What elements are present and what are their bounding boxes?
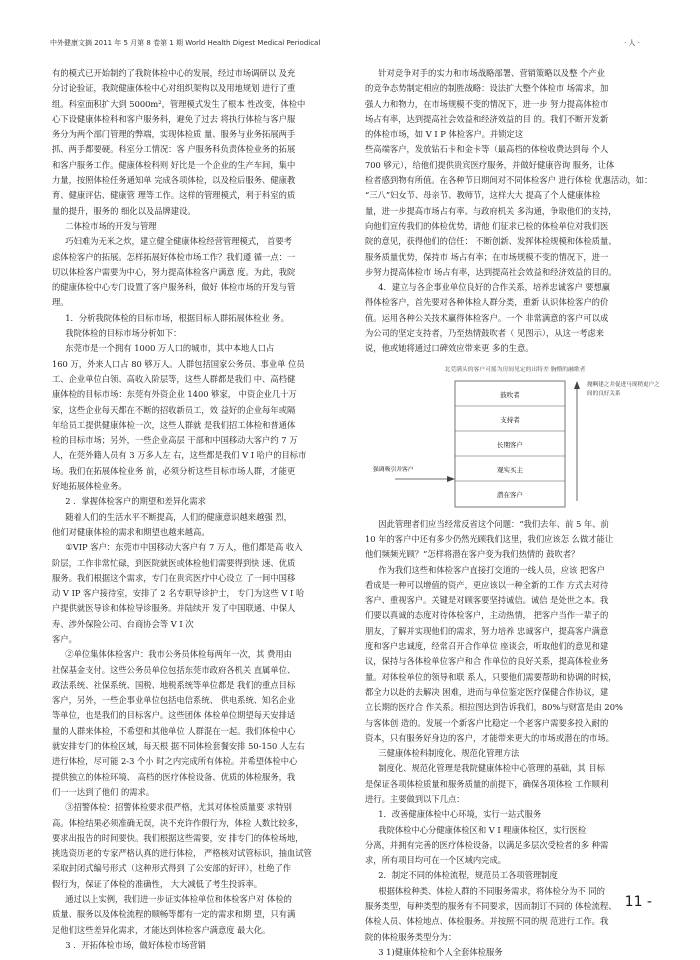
up-arrow-head-icon [574, 381, 580, 389]
text-line: 寿、涉外保险公司、台商协会等 V I 次 [52, 618, 194, 629]
text-line: 挑选资历老的专家严格认真的进行体检， 严格核对试管标识，抽血试管 [52, 848, 312, 859]
text-line: 们要以真诚的态度对待体检客户，主动热情， 把客户当作一辈子的 [365, 610, 609, 621]
text-line: 2 ．掌握体检客户的期望和差异化需求 [65, 496, 206, 507]
text-line: 提供独立的体检环境、 高档的医疗体检设备、优质的体检服务，我 [52, 771, 296, 782]
text-line: 向他们宣传我们的体检优势，请他 们征求已检的体检单位对我们医 [365, 220, 609, 231]
text-line: 动 V IP 客户接待室，安排了 2 名专职导诊护士， 专门为这些 V I 哈 [52, 588, 305, 599]
text-line: 阶层，工作非常忙碌，到医院就医或体检他们需要得到快 速、优质 [52, 557, 296, 568]
text-line: 通过以上实例，我们进一步证实体检单位和体检客户对 体检的 [65, 894, 292, 905]
text-line: 2．制定不同的体检流程，规范员工各项管理制度 [378, 870, 558, 881]
figure-side-note: 抛啊建之并促进马现稍更户之间的良好关系 [587, 381, 660, 397]
ladder-level-1: 鼓吹者 [500, 390, 520, 399]
text-line: 3 ．开拓体检市场，做好体检市场营销 [65, 939, 206, 950]
text-line: 度和客户忠诚度，经常召开合作单位 座谈会，听取他们的意见和建 [365, 641, 609, 652]
text-line: 4．建立与各企事业单位良好的合作关系，培养忠诚客户 要想赢 [378, 282, 611, 293]
text-line: 看成是一种可以增值的资产，更应该以一种全新的工作 方式去对待 [365, 579, 609, 590]
text-line: 1．分析我院体检的目标市场，根据目标人群拓展体检业 务。 [65, 312, 289, 323]
text-line: 检的目标市场；另外，一些企业高层 干部和中国移动大客户约 7 万 [52, 435, 298, 446]
text-line: 高。体检结果必须准确无误，决不充许作假行为，体检 人数比较多， [52, 817, 304, 828]
text-line: 康体检的目标市场：东莞有外资企业 1400 够家， 中资企业几十万 [52, 389, 297, 400]
text-line: 步努力提高体检市 场占有率，达到提高社会效益和经济效益的目的。 [365, 266, 617, 277]
text-line: 的竞争态势制定相应的制胜战略：设法扩大整个体检市 场需求，加 [365, 83, 609, 94]
text-line: 场占有率，达到提高社会效益和经济效益的目 的。我们不断开发新 [365, 113, 609, 124]
text-line: 求，所有项目均可在一个区域内完成。 [365, 855, 507, 866]
right-column [365, 66, 665, 960]
text-line: 为公司的坚定支持者，乃至热情鼓吹者（ 见图示），从这一考虑来 [365, 328, 605, 339]
text-line: 理。 [52, 297, 69, 308]
text-line: 政法系统、社保系统、国税、地税系统等单位都是 我们的重点目标 [52, 679, 296, 690]
text-line: 场。我们在拓展体检业务 前，必须分析这些目标市场人群，才能更 [52, 465, 296, 476]
text-line: 说，他或她将通过口碑效应带来更 多的生意。 [365, 343, 534, 354]
ladder-level-2: 支持者 [500, 415, 520, 424]
text-line: 10 年的客户中还有多少仍然光顾我们这里，我们应该怎 么做才能让 [365, 533, 614, 544]
text-line: 的健康体检中心专门设置了客户服务科，做好 体检市场的开发与管 [52, 282, 296, 293]
text-line: 心下设健康体检科和客户服务科，避免了过去 将执行体检与客户服 [52, 113, 296, 124]
text-line: 进行体检，尽可能 2-3 个小 时之内完成所有体检。并希望体检中心 [52, 756, 298, 767]
text-line: 虑体检客户的拓展。怎样拓展好体检市场工作？我们遵 循一点：一 [52, 251, 296, 262]
text-line: 采取封闭式编号形式（这种形式得到 了公安部的好评），杜绝了作 [52, 863, 292, 874]
text-line: 资本，只有服务好身边的客户，才能带来更大的市场或潜在的市场。 [365, 732, 614, 743]
text-line: 工、企业单位白领、高收入阶层等，这些人群都是我们 中、高档健 [52, 373, 296, 384]
text-line: 的体检市场，如 V I P 体检客户。并锁定这 [365, 129, 524, 140]
text-line: 他们频频光顾？”怎样将潜在客户变为我们热情的 鼓吹者？ [365, 549, 580, 560]
text-line: 东莞市是一个拥有 1000 万人口的城市，其中本地人口占 [65, 343, 275, 354]
ladder-level-3: 长期客户 [497, 440, 523, 449]
text-line: 假行为，保证了体检的准确性， 大大减低了考生投诉率。 [52, 878, 263, 889]
text-line: 们一一达到了他们 的需求。 [52, 786, 155, 797]
text-line: 人，在莞外籍人员有 3 万多人左 右，这些都是我们 V I 哈户的目标市 [52, 450, 307, 461]
text-line: 服务质量优势，保持市 场占有率；在市场规模不变的情况下，进一 [365, 251, 609, 262]
text-line: 些高端客户，发放钻石卡和金卡等（最高档的体检收费达到每 个人 [365, 144, 609, 155]
text-line: 得体检客户，首先要对各种体检人群分类，重新 认识体检客户的价 [365, 297, 609, 308]
text-line: “三八”妇女节、母亲节、教师节，这样大大 提高了个人健康体检 [365, 190, 601, 201]
text-line: 分离，并拥有完善的医疗体检设备，以满足多层次受检者的多 种需 [365, 839, 609, 850]
text-line: 因此管理者们应当经常反省这个问题：“我们去年、前 5 年、前 [378, 518, 609, 529]
text-line: 年给员工提供健康体检一次，这些人群就 是我们招工体检和普通体 [52, 419, 296, 430]
text-line: 检者感到物有所值。在各种节日期间对不同体检客户 进行体检 优惠活动，如： [365, 175, 653, 186]
text-line: 我院体检中心分健康体检区和 V I 哩康体检区，实行医检 [378, 824, 587, 835]
text-line: 院的意见，获得他们的信任： 不断创新、发挥体检规模和体检质量、 [365, 236, 617, 247]
text-line: 根据体检种类、体检人群的不同服务需求，将体检分为不 同的 [378, 885, 605, 896]
right-column-bottom-text [365, 517, 665, 960]
text-line: 都全力以赴的去解决 困难，进而与单位鉴定医疗保健合作协议，建 [365, 686, 609, 697]
text-line: 朋友，了解并实现他们的需求，努力培养 忠诚客户，提高客户满意 [365, 625, 609, 636]
text-line: 巧妇难为无米之炊，建立健全健康体检经营管理模式， 首要考 [65, 236, 292, 247]
text-line: 是保证各项体检质量和服务质量的前提下，确保各项体检 工作顺利 [365, 778, 609, 789]
text-line: 社保基金支付。这些公务员单位包括东莞市政府各机关 直属单位、 [52, 664, 296, 675]
text-line: 足他们这些差异化需求，才能达到体检客户满意度 最大化。 [52, 924, 271, 935]
text-line: 700 够元），给他们提供贵宾医疗服务，并做好健康咨询 服务，让体 [365, 159, 615, 170]
text-line: 客户、重视客户。关键是对顾客要坚持诚信。诚信 是处世之本。我 [365, 595, 609, 606]
text-line: 量。对体检单位的领导和联 系人，只要他们需要帮助和协调的时候， [365, 671, 617, 682]
text-line: 家，这些企业每天都在不断的招收新员工，效 益好的企业每年或隔 [52, 404, 296, 415]
text-line: ③招警体检：招警体检要求很严格，尤其对体检质量要 求特别 [65, 802, 292, 813]
text-line: 强人力和物力，在市场规模不变的情况下，进一步 努力提高体检市 [365, 98, 609, 109]
arrow-label: 强调吸引并客户 [373, 466, 414, 473]
text-line: 量，进一步提高市场占有率。与政府机关 多沟通，争取他们的支持， [365, 205, 617, 216]
text-line: 要求出报告的时间要快。我们根据这些需要，安 排专门的体检场地， [52, 832, 304, 843]
text-line: 就安排专门的体检区域，每天根 据不同体检套餐安排 50-150 人左右 [52, 741, 305, 752]
text-line: 服务类型，每种类型的服务有不同要求，因而制订不同的 体检流程、 [365, 901, 617, 912]
text-line: 等单位，也是我们的目标客户。这些团体 体检单位期望每天安排适 [52, 710, 296, 721]
text-line: 1．改善健康体检中心环境，实行一站式服务 [378, 809, 542, 820]
text-line: 议，保持与各体检单位客户和合 作单位的良好关系，提高体检业务 [365, 656, 609, 667]
text-line: 160 万，外来人口占 80 够万人。人群包括国家公务员、事业单 位员 [52, 358, 305, 369]
text-line: 制度化、规范化管理是我院健康体检中心管理的基础，其 目标 [378, 763, 605, 774]
text-line: 好地拓展体检业务。 [52, 481, 127, 492]
customer-loyalty-figure [365, 363, 665, 513]
text-line: 质量、服务以及体检流程的顺畅等都有一定的需求和期 望，只有满 [52, 909, 296, 920]
text-line: 立长期的医疗合 作关系。相拉图达到告诉我们，80%与财富是由 20% [365, 702, 623, 713]
text-line: 育、健康评估、健康管 理等工作。这样的管理模式，利于科室的质 [52, 190, 296, 201]
text-line: 户提供就医导诊和体检导诊服务。并陆续开 发了中国联通、中保人 [52, 603, 296, 614]
text-line: 与客体创 造的。发展一个新客户比稳定一个老客户需要多投入耐的 [365, 717, 609, 728]
text-line: 针对竞争对手的实力和市场战略部署、营销策略以及整 个产业 [378, 68, 605, 78]
text-line: 3 1)健康体检和个人全套体检服务 [378, 946, 503, 957]
text-line: ②单位集体体检客户：我市公务员体检每两年一次，其 费用由 [65, 649, 292, 660]
text-line: 随着人们的生活水平不断提高，人们的健康意识越来越强 烈， [65, 511, 292, 522]
text-line: 和客户服务工作。健康体检科则 好比是一个企业的生产车间，集中 [52, 159, 296, 170]
text-line: 客户。 [52, 633, 77, 644]
page-number: 11 - [624, 894, 652, 910]
text-line: 量的人群来体检，不希望和其他单位 人群混在一起。我们体检中心 [52, 725, 296, 736]
text-line: 有的模式已开始制约了我院体检中心的发展，经过市场调研以 及充 [52, 68, 296, 78]
left-column [52, 66, 352, 953]
text-line: 组。科室面积扩大到 5000m²，管理模式发生了根本 性改变，体检中 [52, 98, 306, 109]
right-column-top-text [365, 66, 665, 357]
ladder-level-5: 潜在客户 [497, 490, 523, 499]
text-line: 作为我们这些和体检客户直接打交道的一线人员，应该 把客户 [378, 564, 605, 575]
text-line: 体检人员、体检地点、体检服务。并按照不同的规 范进行工作。我 [365, 916, 609, 927]
text-line: 量的提升，服务的 细化以及品牌建设。 [52, 205, 196, 216]
journal-header-right: · 人 · [624, 39, 640, 47]
text-line: 三健康体检科制度化、规范化管理方法 [378, 748, 520, 759]
running-header [50, 38, 650, 48]
text-line: 切以体检客户需要为中心，努力提高体检客户满意 度。为此，我院 [52, 266, 296, 277]
text-line: 抓、两手都要硬。科室分工情况：客 户服务科负责体检业务的拓展 [52, 144, 296, 155]
figure-caption: 北莞满头的客户可摇为房间见定的出特差 胸懵的融歌者 [444, 366, 586, 373]
text-line: 我院体检的目标市场分析如下： [65, 328, 182, 339]
journal-header-left: 中外健康文摘 2011 年 5 月第 8 卷第 1 期 World Health Digest Medical Periodical [50, 39, 321, 47]
entry-arrow-head-icon [447, 476, 455, 482]
text-line: 力量，按照体检任务通知单 完成各项体检，以及检后服务、健康教 [52, 175, 296, 186]
text-line: 二体检市场的开发与管理 [65, 220, 157, 231]
text-line: 客户，另外，一些企事业单位包括电信系统、 供电系统、知名企业 [52, 695, 296, 706]
text-line: ①VIP 客户：东莞市中国移动大客户有 7 万人，他们都是高 收入 [65, 542, 303, 553]
text-line: 值。运用各种公关技术赢得体检客户。一个 非常满意的客户可以成 [365, 312, 609, 323]
text-line: 服务。我们根据这个需求，专门在贵宾医疗中心设立 了一间中国移 [52, 572, 296, 583]
ladder-level-4: 观实买主 [497, 465, 523, 474]
text-line: 务分为两个部门管理的弊端，实现体检质 量、服务与业务拓展两手 [52, 129, 296, 140]
text-line: 他们对健康体检的需求和期望也越来越高。 [52, 526, 210, 537]
text-line: 院的体检服务类型分为： [365, 931, 457, 942]
text-line: 分讨论验证，我院健康体检中心对组织架构以及用地规划 进行了重 [52, 83, 296, 94]
text-line: 进行。主要做到以下几点： [365, 793, 465, 804]
